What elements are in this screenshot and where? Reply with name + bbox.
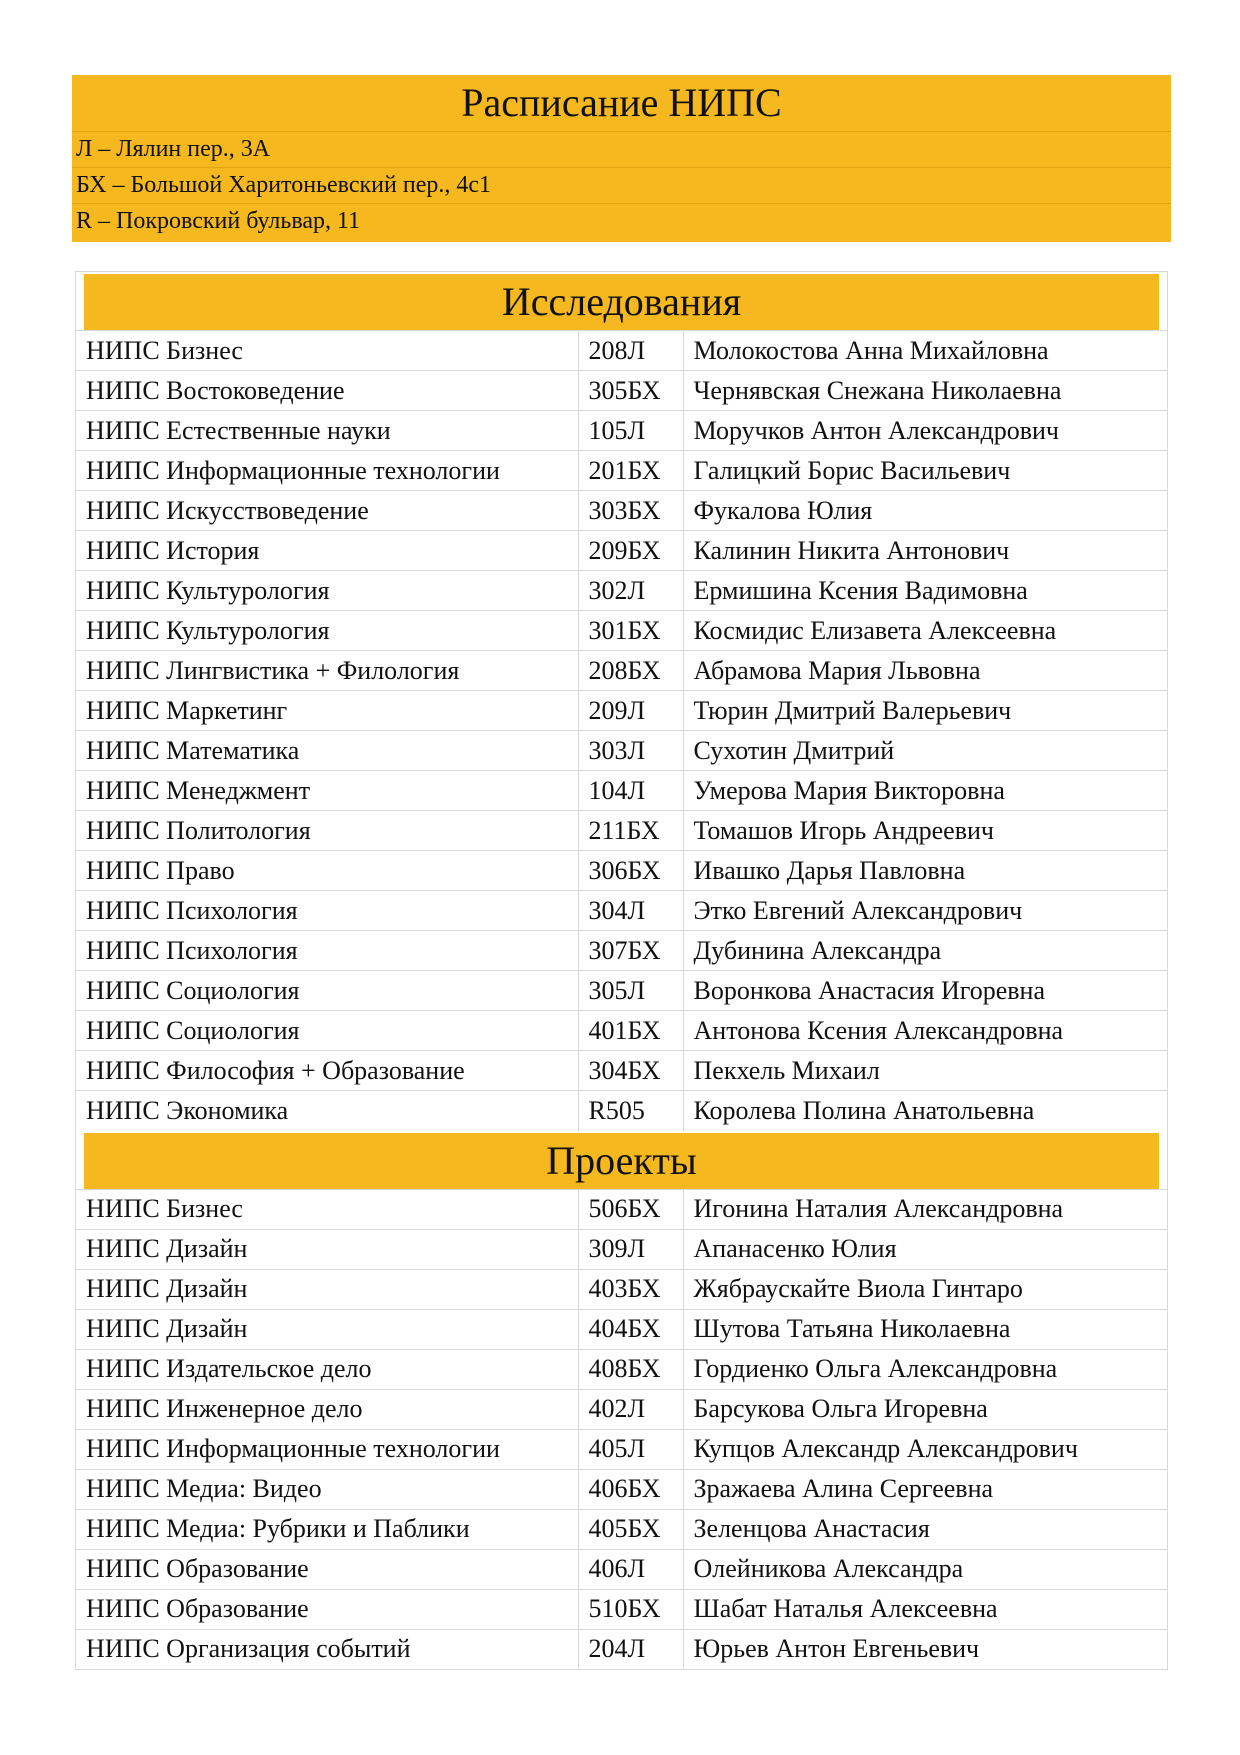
course-name-cell: НИПС Инженерное дело <box>76 1389 578 1429</box>
room-cell: 306БХ <box>578 851 683 891</box>
room-cell: 209Л <box>578 691 683 731</box>
course-name-cell: НИПС Математика <box>76 731 578 771</box>
table-row <box>76 1349 1167 1389</box>
teacher-cell: Олейникова Александра <box>683 1549 1167 1589</box>
teacher-cell: Воронкова Анастасия Игоревна <box>683 971 1167 1011</box>
teacher-cell: Сухотин Дмитрий <box>683 731 1167 771</box>
course-name-cell: НИПС Дизайн <box>76 1269 578 1309</box>
course-name-cell: НИПС Психология <box>76 931 578 971</box>
room-cell: 309Л <box>578 1229 683 1269</box>
course-name-cell: НИПС Дизайн <box>76 1229 578 1269</box>
teacher-cell: Фукалова Юлия <box>683 491 1167 531</box>
room-cell: 304Л <box>578 891 683 931</box>
table-row <box>76 1269 1167 1309</box>
course-name-cell: НИПС Искусствоведение <box>76 491 578 531</box>
table-row <box>76 971 1167 1011</box>
table-row <box>76 811 1167 851</box>
room-cell: 403БХ <box>578 1269 683 1309</box>
table-row <box>76 1051 1167 1091</box>
table-row <box>76 531 1167 571</box>
course-name-cell: НИПС Бизнес <box>76 1189 578 1229</box>
table-row <box>76 771 1167 811</box>
table-row <box>76 1091 1167 1131</box>
teacher-cell: Пекхель Михаил <box>683 1051 1167 1091</box>
course-name-cell: НИПС Естественные науки <box>76 411 578 451</box>
schedule-table <box>75 271 1168 1670</box>
room-cell: 307БХ <box>578 931 683 971</box>
course-name-cell: НИПС Менеджмент <box>76 771 578 811</box>
table-row <box>76 1469 1167 1509</box>
room-cell: 405Л <box>578 1429 683 1469</box>
room-cell: 104Л <box>578 771 683 811</box>
teacher-cell: Шабат Наталья Алексеевна <box>683 1589 1167 1629</box>
teacher-cell: Чернявская Снежана Николаевна <box>683 371 1167 411</box>
teacher-cell: Моручков Антон Александрович <box>683 411 1167 451</box>
table-row <box>76 1509 1167 1549</box>
table-row <box>76 491 1167 531</box>
teacher-cell: Умерова Мария Викторовна <box>683 771 1167 811</box>
table-row <box>76 571 1167 611</box>
course-name-cell: НИПС Лингвистика + Филология <box>76 651 578 691</box>
teacher-cell: Томашов Игорь Андреевич <box>683 811 1167 851</box>
teacher-cell: Ивашко Дарья Павловна <box>683 851 1167 891</box>
teacher-cell: Шутова Татьяна Николаевна <box>683 1309 1167 1349</box>
course-name-cell: НИПС Культурология <box>76 571 578 611</box>
course-name-cell: НИПС Информационные технологии <box>76 451 578 491</box>
table-row <box>76 651 1167 691</box>
course-name-cell: НИПС Культурология <box>76 611 578 651</box>
table-row <box>76 611 1167 651</box>
room-cell: 305БХ <box>578 371 683 411</box>
table-row <box>76 331 1167 371</box>
room-cell: 303Л <box>578 731 683 771</box>
table-row <box>76 411 1167 451</box>
course-name-cell: НИПС Медиа: Видео <box>76 1469 578 1509</box>
room-cell: 209БХ <box>578 531 683 571</box>
teacher-cell: Тюрин Дмитрий Валерьевич <box>683 691 1167 731</box>
address-legend-bh: БХ – Большой Харитоньевский пер., 4с1 <box>72 167 1171 203</box>
table-row <box>76 851 1167 891</box>
address-legend-l: Л – Лялин пер., 3А <box>72 131 1171 167</box>
room-cell: 204Л <box>578 1629 683 1669</box>
course-name-cell: НИПС Медиа: Рубрики и Паблики <box>76 1509 578 1549</box>
room-cell: 302Л <box>578 571 683 611</box>
section-title: Проекты <box>84 1133 1159 1189</box>
course-name-cell: НИПС Издательское дело <box>76 1349 578 1389</box>
course-name-cell: НИПС История <box>76 531 578 571</box>
course-name-cell: НИПС Бизнес <box>76 331 578 371</box>
room-cell: 506БХ <box>578 1189 683 1229</box>
table-row <box>76 371 1167 411</box>
room-cell: 404БХ <box>578 1309 683 1349</box>
address-legend-r: R – Покровский бульвар, 11 <box>72 203 1171 239</box>
table-row <box>76 451 1167 491</box>
room-cell: 405БХ <box>578 1509 683 1549</box>
teacher-cell: Барсукова Ольга Игоревна <box>683 1389 1167 1429</box>
course-name-cell: НИПС Политология <box>76 811 578 851</box>
table-row <box>76 1229 1167 1269</box>
room-cell: 208Л <box>578 331 683 371</box>
teacher-cell: Калинин Никита Антонович <box>683 531 1167 571</box>
teacher-cell: Молокостова Анна Михайловна <box>683 331 1167 371</box>
section-rows <box>76 1189 1167 1670</box>
teacher-cell: Купцов Александр Александрович <box>683 1429 1167 1469</box>
table-row <box>76 1589 1167 1629</box>
room-cell: 105Л <box>578 411 683 451</box>
course-name-cell: НИПС Организация событий <box>76 1629 578 1669</box>
room-cell: 211БХ <box>578 811 683 851</box>
teacher-cell: Этко Евгений Александрович <box>683 891 1167 931</box>
course-name-cell: НИПС Дизайн <box>76 1309 578 1349</box>
room-cell: 401БХ <box>578 1011 683 1051</box>
room-cell: 208БХ <box>578 651 683 691</box>
table-row <box>76 1429 1167 1469</box>
teacher-cell: Игонина Наталия Александровна <box>683 1189 1167 1229</box>
table-row <box>76 1189 1167 1229</box>
teacher-cell: Абрамова Мария Львовна <box>683 651 1167 691</box>
course-name-cell: НИПС Психология <box>76 891 578 931</box>
teacher-cell: Антонова Ксения Александровна <box>683 1011 1167 1051</box>
course-name-cell: НИПС Философия + Образование <box>76 1051 578 1091</box>
room-cell: 304БХ <box>578 1051 683 1091</box>
table-row <box>76 891 1167 931</box>
teacher-cell: Дубинина Александра <box>683 931 1167 971</box>
course-name-cell: НИПС Социология <box>76 1011 578 1051</box>
teacher-cell: Галицкий Борис Васильевич <box>683 451 1167 491</box>
teacher-cell: Юрьев Антон Евгеньевич <box>683 1629 1167 1669</box>
schedule-header <box>72 75 1171 242</box>
room-cell: 406Л <box>578 1549 683 1589</box>
course-name-cell: НИПС Право <box>76 851 578 891</box>
teacher-cell: Зражаева Алина Сергеевна <box>683 1469 1167 1509</box>
teacher-cell: Зеленцова Анастасия <box>683 1509 1167 1549</box>
table-row <box>76 931 1167 971</box>
room-cell: 402Л <box>578 1389 683 1429</box>
course-name-cell: НИПС Экономика <box>76 1091 578 1131</box>
room-cell: 305Л <box>578 971 683 1011</box>
table-row <box>76 691 1167 731</box>
teacher-cell: Жябраускайте Виола Гинтаро <box>683 1269 1167 1309</box>
room-cell: 303БХ <box>578 491 683 531</box>
course-name-cell: НИПС Востоковедение <box>76 371 578 411</box>
course-name-cell: НИПС Информационные технологии <box>76 1429 578 1469</box>
course-name-cell: НИПС Маркетинг <box>76 691 578 731</box>
room-cell: 201БХ <box>578 451 683 491</box>
room-cell: 510БХ <box>578 1589 683 1629</box>
section-rows <box>76 330 1167 1131</box>
room-cell: R505 <box>578 1091 683 1131</box>
table-row <box>76 1629 1167 1669</box>
teacher-cell: Ермишина Ксения Вадимовна <box>683 571 1167 611</box>
teacher-cell: Апанасенко Юлия <box>683 1229 1167 1269</box>
room-cell: 408БХ <box>578 1349 683 1389</box>
course-name-cell: НИПС Образование <box>76 1549 578 1589</box>
course-name-cell: НИПС Образование <box>76 1589 578 1629</box>
table-row <box>76 731 1167 771</box>
course-name-cell: НИПС Социология <box>76 971 578 1011</box>
table-row <box>76 1309 1167 1349</box>
teacher-cell: Гордиенко Ольга Александровна <box>683 1349 1167 1389</box>
table-row <box>76 1549 1167 1589</box>
room-cell: 406БХ <box>578 1469 683 1509</box>
teacher-cell: Космидис Елизавета Алексеевна <box>683 611 1167 651</box>
room-cell: 301БХ <box>578 611 683 651</box>
section-title: Исследования <box>84 274 1159 330</box>
table-row <box>76 1011 1167 1051</box>
page-title: Расписание НИПС <box>461 80 782 125</box>
teacher-cell: Королева Полина Анатольевна <box>683 1091 1167 1131</box>
table-row <box>76 1389 1167 1429</box>
